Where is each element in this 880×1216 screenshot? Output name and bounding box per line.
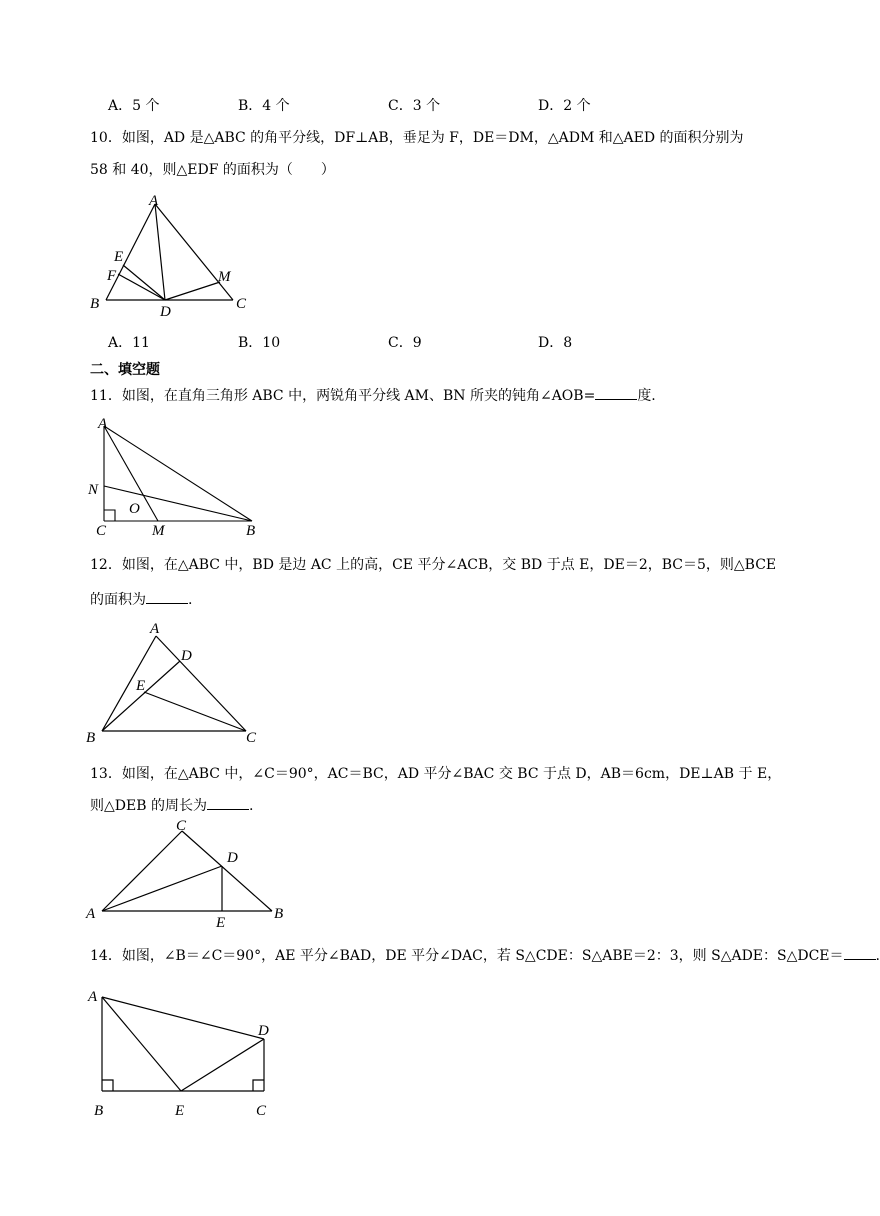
q12-label-a: A bbox=[150, 621, 160, 637]
q11-text bbox=[90, 386, 656, 406]
q12-label-e: E bbox=[136, 678, 146, 694]
q12-label-b: B bbox=[86, 730, 96, 746]
q10-label-m: M bbox=[218, 269, 231, 285]
q9-option-b: B．4 个 bbox=[238, 98, 290, 114]
q11-label-m: M bbox=[152, 523, 165, 539]
q11-label-b: B bbox=[246, 523, 256, 539]
q14-label-e: E bbox=[175, 1103, 185, 1119]
q10-label-c: C bbox=[236, 296, 247, 312]
q10-label-f: F bbox=[107, 268, 117, 284]
q10-label-a: A bbox=[149, 193, 159, 209]
q11-label-n: N bbox=[88, 482, 99, 498]
q10-label-d: D bbox=[160, 304, 171, 320]
q10-line1: 10．如图，AD 是△ABC 的角平分线，DF⊥AB，垂足为 F，DE＝DM，△ADM 和△AED 的面积分别为 bbox=[90, 130, 744, 146]
q9-option-d: D．2 个 bbox=[538, 98, 591, 114]
q13-suffix: . bbox=[248, 798, 254, 814]
q12-prefix: 的面积为 bbox=[90, 592, 146, 608]
q13-line2 bbox=[90, 796, 253, 816]
q12-label-d: D bbox=[181, 648, 192, 664]
q12-figure bbox=[86, 618, 276, 748]
q10-label-b: B bbox=[90, 296, 100, 312]
q13-label-a: A bbox=[86, 906, 96, 922]
q14-label-d: D bbox=[258, 1023, 269, 1039]
q13-prefix: 则△DEB 的周长为 bbox=[90, 798, 207, 814]
q14-label-b: B bbox=[94, 1103, 104, 1119]
section-title-fill-in: 二、填空题 bbox=[90, 362, 160, 378]
q12-line1: 12．如图，在△ABC 中，BD 是边 AC 上的高，CE 平分∠ACB，交 BD 于点 E，DE＝2，BC＝5，则△BCE bbox=[90, 557, 777, 573]
q11-figure bbox=[86, 418, 266, 538]
q13-figure bbox=[86, 818, 296, 931]
q11-suffix: 度. bbox=[637, 388, 656, 404]
q14-label-a: A bbox=[88, 989, 98, 1005]
q12-line2 bbox=[90, 590, 192, 610]
q12-answer-blank[interactable] bbox=[146, 602, 188, 604]
q13-line1: 13．如图，在△ABC 中，∠C＝90°，AC＝BC，AD 平分∠BAC 交 BC 于点 D，AB＝6cm，DE⊥AB 于 E， bbox=[90, 766, 782, 782]
q10-figure bbox=[88, 192, 258, 320]
q14-text bbox=[90, 946, 880, 966]
q10-line2: 58 和 40，则△EDF 的面积为（ ） bbox=[90, 162, 335, 178]
q10-option-d: D．8 bbox=[538, 335, 573, 351]
q14-figure bbox=[86, 985, 286, 1125]
q11-prefix: 11．如图，在直角三角形 ABC 中，两锐角平分线 AM、BN 所夹的钝角∠AOB= bbox=[90, 388, 596, 404]
q10-option-c: C．9 bbox=[388, 335, 422, 351]
q10-option-b: B．10 bbox=[238, 335, 281, 351]
q14-prefix: 14．如图，∠B＝∠C＝90°，AE 平分∠BAD，DE 平分∠DAC，若 S△CDE：S△ABE＝2：3，则 S△ADE：S△DCE＝ bbox=[90, 948, 844, 964]
q11-label-c: C bbox=[96, 523, 107, 539]
q14-label-c: C bbox=[256, 1103, 267, 1119]
q9-option-c: C．3 个 bbox=[388, 98, 441, 114]
q11-answer-blank[interactable] bbox=[595, 398, 637, 400]
q13-label-c: C bbox=[176, 818, 187, 834]
q13-answer-blank[interactable] bbox=[207, 808, 249, 810]
q14-suffix: . bbox=[875, 948, 880, 964]
q12-label-c: C bbox=[246, 730, 257, 746]
q13-label-d: D bbox=[227, 850, 238, 866]
q12-suffix: . bbox=[188, 592, 193, 608]
q11-label-a: A bbox=[98, 416, 108, 432]
q13-label-e: E bbox=[216, 915, 226, 931]
q10-label-e: E bbox=[114, 249, 124, 265]
q13-label-b: B bbox=[274, 906, 284, 922]
q11-label-o: O bbox=[129, 501, 140, 517]
q10-option-a: A．11 bbox=[108, 335, 150, 351]
q9-option-a: A．5 个 bbox=[108, 98, 160, 114]
q14-answer-blank[interactable] bbox=[844, 958, 876, 960]
